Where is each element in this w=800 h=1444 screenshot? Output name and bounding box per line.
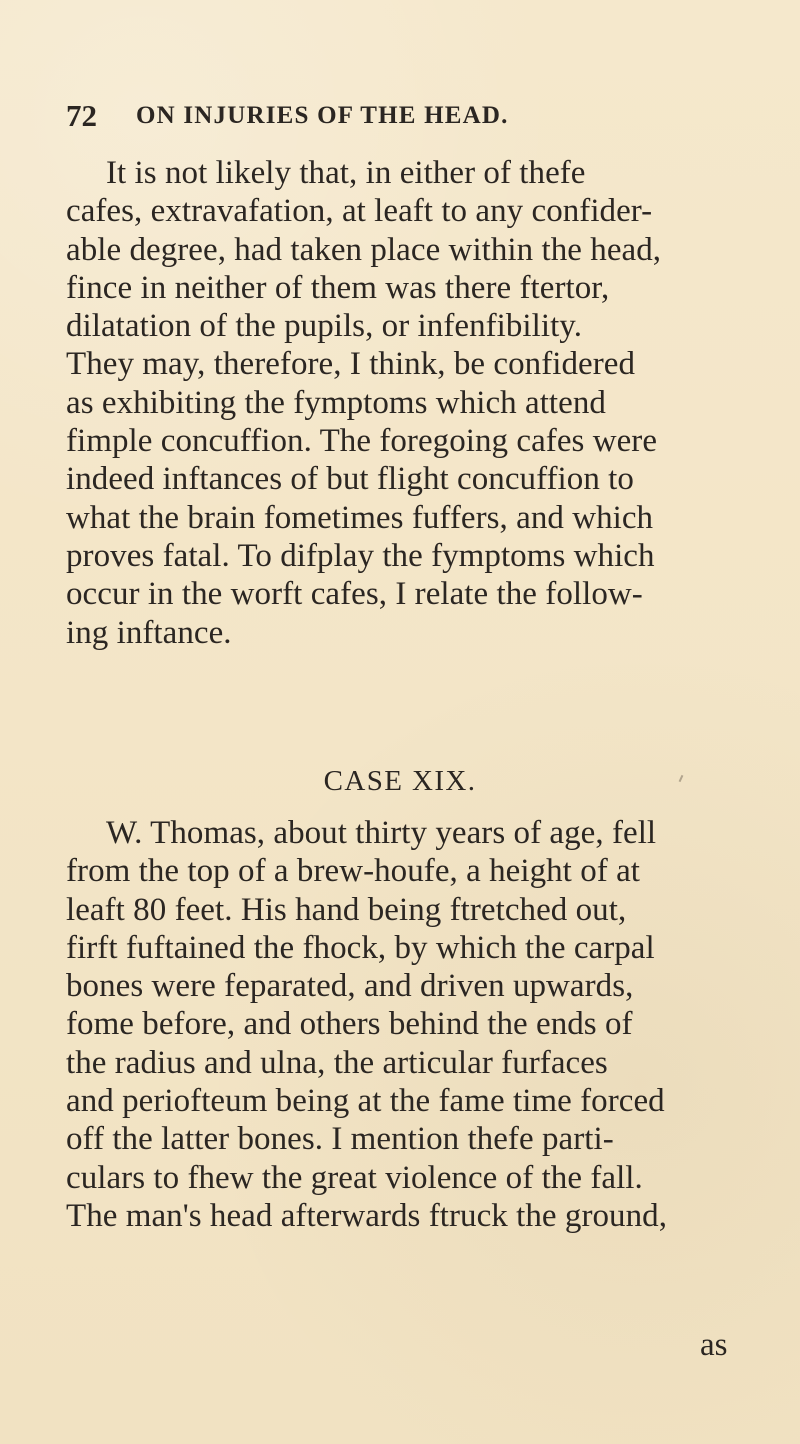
paragraph-2 bbox=[66, 814, 740, 1235]
paragraph-line: They may, therefore, I think, be confidered bbox=[66, 346, 636, 383]
case-heading: CASE XIX. bbox=[323, 765, 477, 797]
paragraph-1 bbox=[66, 154, 740, 652]
running-header bbox=[66, 98, 746, 138]
paragraph-line: cafes, extravafation, at leaft to any confider- bbox=[66, 193, 653, 230]
catchword: as bbox=[700, 1327, 728, 1363]
paragraph-line: leaft 80 feet. His hand being ftretched out, bbox=[66, 891, 627, 928]
paragraph-line: proves fatal. To difplay the fymptoms which bbox=[66, 537, 655, 574]
paragraph-line: and periofteum being at the fame time forced bbox=[66, 1083, 665, 1120]
paragraph-line: able degree, had taken place within the head, bbox=[66, 231, 662, 268]
paragraph-line: ing inftance. bbox=[66, 614, 232, 651]
paragraph-line: off the latter bones. I mention thefe parti- bbox=[66, 1121, 614, 1158]
paragraph-line: fimple concuffion. The foregoing cafes were bbox=[66, 423, 658, 460]
paragraph-line: from the top of a brew-houfe, a height of at bbox=[66, 853, 640, 890]
paragraph-line: as exhibiting the fymptoms which attend bbox=[66, 384, 606, 421]
paragraph-line: fince in neither of them was there ftertor, bbox=[66, 269, 610, 306]
paragraph-line: The man's head afterwards ftruck the ground, bbox=[66, 1197, 668, 1234]
paragraph-line: W. Thomas, about thirty years of age, fell bbox=[106, 815, 657, 851]
paragraph-line: occur in the worft cafes, I relate the follow- bbox=[66, 576, 643, 613]
paragraph-line: fome before, and others behind the ends of bbox=[66, 1006, 633, 1043]
paragraph-line: dilatation of the pupils, or infenfibility. bbox=[66, 308, 583, 345]
paragraph-line: bones were feparated, and driven upwards, bbox=[66, 968, 634, 1005]
header-title: ON INJURIES OF THE HEAD. bbox=[136, 102, 509, 129]
paragraph-line: It is not likely that, in either of thefe bbox=[106, 155, 586, 191]
paragraph-line: indeed inftances of but flight concuffion to bbox=[66, 461, 634, 498]
paragraph-line: firft fuftained the fhock, by which the carpal bbox=[66, 929, 655, 966]
page-number: 72 bbox=[66, 98, 97, 133]
paragraph-line: culars to fhew the great violence of the fall. bbox=[66, 1159, 643, 1196]
paragraph-line: the radius and ulna, the articular furfaces bbox=[66, 1044, 608, 1081]
paragraph-line: what the brain fometimes fuffers, and which bbox=[66, 499, 654, 536]
